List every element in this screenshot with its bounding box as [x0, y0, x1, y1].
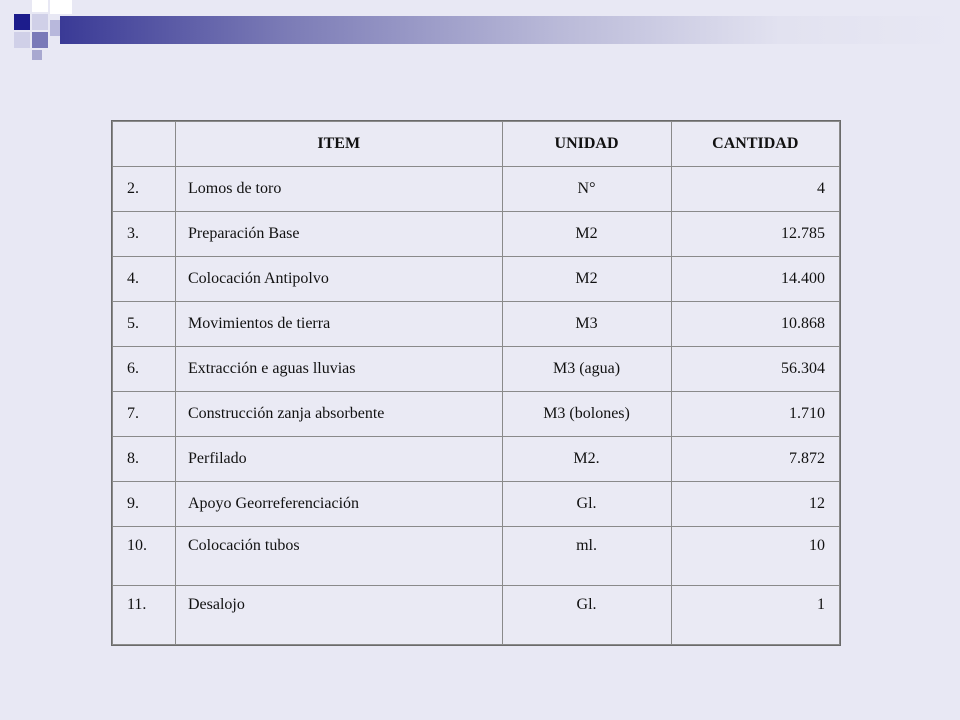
row-num: 7. [113, 392, 176, 437]
row-num: 4. [113, 257, 176, 302]
table-header-row [113, 122, 840, 167]
table-row [113, 437, 840, 482]
row-qty: 10 [671, 527, 839, 586]
title-gradient-bar [60, 16, 960, 44]
row-qty: 14.400 [671, 257, 839, 302]
table-row [113, 257, 840, 302]
row-num: 11. [113, 586, 176, 645]
row-item: Preparación Base [176, 212, 503, 257]
row-unit: Gl. [502, 586, 671, 645]
decor-square [14, 32, 30, 48]
decor-square [32, 0, 48, 12]
table-row [113, 586, 840, 645]
row-unit: M2 [502, 212, 671, 257]
header-num [113, 122, 176, 167]
table-row [113, 482, 840, 527]
row-item: Desalojo [176, 586, 503, 645]
table-row [113, 212, 840, 257]
row-unit: ml. [502, 527, 671, 586]
header-unit: UNIDAD [502, 122, 671, 167]
row-qty: 56.304 [671, 347, 839, 392]
table-row [113, 167, 840, 212]
row-item: Apoyo Georreferenciación [176, 482, 503, 527]
row-unit: M3 (agua) [502, 347, 671, 392]
decor-square [32, 14, 48, 30]
row-item: Construcción zanja absorbente [176, 392, 503, 437]
row-unit: M3 [502, 302, 671, 347]
table-row [113, 527, 840, 586]
row-num: 6. [113, 347, 176, 392]
row-unit: N° [502, 167, 671, 212]
decor-square [32, 50, 42, 60]
row-qty: 7.872 [671, 437, 839, 482]
row-unit: M3 (bolones) [502, 392, 671, 437]
decor-square [14, 14, 30, 30]
row-item: Extracción e aguas lluvias [176, 347, 503, 392]
row-qty: 1 [671, 586, 839, 645]
row-qty: 1.710 [671, 392, 839, 437]
header-item: ITEM [176, 122, 503, 167]
row-item: Colocación tubos [176, 527, 503, 586]
quantities-table [112, 121, 840, 645]
row-num: 5. [113, 302, 176, 347]
row-unit: Gl. [502, 482, 671, 527]
decor-square [32, 32, 48, 48]
table-row [113, 347, 840, 392]
row-num: 9. [113, 482, 176, 527]
quantities-table-container [111, 120, 841, 646]
decor-square [50, 0, 72, 14]
row-item: Movimientos de tierra [176, 302, 503, 347]
row-num: 3. [113, 212, 176, 257]
row-qty: 12.785 [671, 212, 839, 257]
row-num: 2. [113, 167, 176, 212]
row-unit: M2 [502, 257, 671, 302]
row-item: Lomos de toro [176, 167, 503, 212]
row-qty: 4 [671, 167, 839, 212]
row-qty: 10.868 [671, 302, 839, 347]
row-qty: 12 [671, 482, 839, 527]
row-item: Perfilado [176, 437, 503, 482]
table-row [113, 302, 840, 347]
row-item: Colocación Antipolvo [176, 257, 503, 302]
row-unit: M2. [502, 437, 671, 482]
row-num: 8. [113, 437, 176, 482]
row-num: 10. [113, 527, 176, 586]
header-qty: CANTIDAD [671, 122, 839, 167]
table-row [113, 392, 840, 437]
